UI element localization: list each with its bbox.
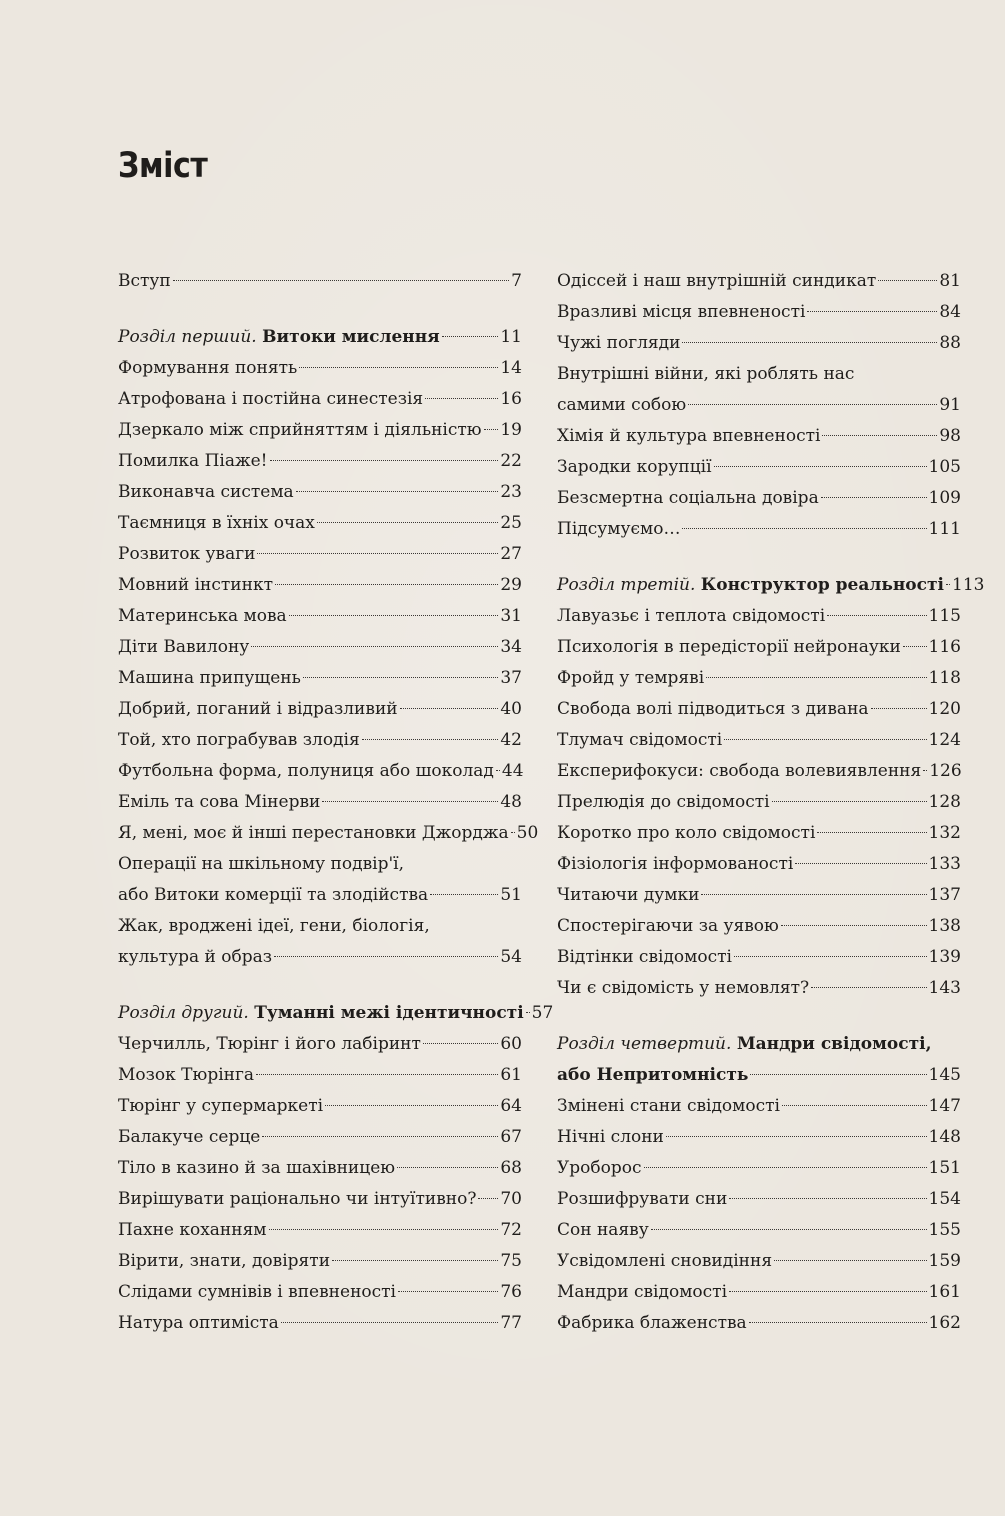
toc-entry-title: Машина припущень <box>118 668 301 688</box>
page-number: 70 <box>500 1189 522 1209</box>
dot-leader <box>688 404 937 405</box>
toc-entry <box>557 1122 961 1153</box>
dot-leader <box>903 646 927 647</box>
toc-entry <box>557 663 961 694</box>
dot-leader <box>262 1136 498 1137</box>
page-number: 84 <box>939 302 961 322</box>
toc-entry-title: Дзеркало між сприйняттям і діяльністю <box>118 420 482 440</box>
toc-entry <box>557 266 961 297</box>
toc-entry-title: Тіло в казино й за шахівницею <box>118 1158 396 1178</box>
page-number: 124 <box>928 730 961 750</box>
dot-leader <box>666 1136 927 1137</box>
toc-entry-title: Вступ <box>118 271 171 291</box>
dot-leader <box>827 615 926 616</box>
toc-entry <box>557 1277 961 1308</box>
toc-entry-title: Коротко про коло свідомості <box>557 823 816 843</box>
page-title: Зміст <box>118 146 208 186</box>
page-number: 51 <box>500 885 522 905</box>
toc-entry <box>557 756 961 787</box>
section-title: Витоки мислення <box>262 327 440 347</box>
toc-entry <box>557 328 961 359</box>
toc-entry-title: Розшифрувати сни <box>557 1189 728 1209</box>
toc-section-heading <box>118 322 522 353</box>
section-label: Розділ другий. <box>118 1003 249 1023</box>
dot-leader <box>714 466 927 467</box>
page-number: 19 <box>500 420 522 440</box>
page-number: 111 <box>928 519 961 539</box>
section-gap <box>557 1004 961 1029</box>
page-number: 25 <box>500 513 522 533</box>
toc-entry-title: Відтінки свідомості <box>557 947 732 967</box>
toc-entry-title: Той, хто пограбував злодія <box>118 730 360 750</box>
toc-entry-title: Пахне коханням <box>118 1220 267 1240</box>
toc-entry <box>118 601 522 632</box>
dot-leader <box>275 584 498 585</box>
page-number: 151 <box>928 1158 961 1178</box>
toc-entry-title <box>557 570 944 601</box>
toc-entry <box>557 694 961 725</box>
toc-entry <box>118 508 522 539</box>
toc-entry <box>557 632 961 663</box>
toc-entry-first-line: Внутрішні війни, які роблять нас <box>557 364 855 384</box>
page-number: 14 <box>500 358 522 378</box>
page-number: 116 <box>928 637 961 657</box>
toc-entry <box>557 849 961 880</box>
toc-entry <box>557 601 961 632</box>
page-number: 154 <box>928 1189 961 1209</box>
toc-entry <box>557 787 961 818</box>
toc-column-left <box>118 266 554 1339</box>
toc-entry-title: Атрофована і постійна синестезія <box>118 389 424 409</box>
toc-entry <box>118 570 522 601</box>
dot-leader <box>362 739 499 740</box>
toc-entry-title <box>118 998 524 1029</box>
dot-leader <box>774 1260 926 1261</box>
dot-leader <box>651 1229 927 1230</box>
toc-column-right <box>557 266 985 1339</box>
toc-entry <box>557 911 961 942</box>
section-title: Туманні межі ідентичності <box>254 1003 524 1023</box>
page-number: 161 <box>928 1282 961 1302</box>
section-title: Конструктор реальності <box>700 575 944 595</box>
dot-leader <box>398 1291 498 1292</box>
dot-leader <box>251 646 498 647</box>
dot-leader <box>511 832 515 833</box>
page-number: 145 <box>928 1065 961 1085</box>
dot-leader <box>317 522 498 523</box>
section-gap <box>118 973 522 998</box>
dot-leader <box>430 894 498 895</box>
page-number: 57 <box>531 1003 554 1023</box>
toc-entry <box>118 1308 522 1339</box>
dot-leader <box>822 435 937 436</box>
toc-entry <box>557 297 961 328</box>
page-number: 23 <box>500 482 522 502</box>
toc-entry-title: Фізіологія інформованості <box>557 854 794 874</box>
page-number: 22 <box>500 451 522 471</box>
toc-entry-title: Прелюдія до свідомості <box>557 792 770 812</box>
toc-entry-title <box>118 322 440 353</box>
page-number: 109 <box>928 488 961 508</box>
toc-entry <box>118 1184 522 1215</box>
toc-entry-first-line: Операції на шкільному подвір'ї, <box>118 854 404 874</box>
page-number: 60 <box>500 1034 522 1054</box>
toc-entry-title: Материнська мова <box>118 606 287 626</box>
dot-leader <box>281 1322 499 1323</box>
toc-section-heading <box>118 998 554 1029</box>
page-number: 27 <box>500 544 522 564</box>
toc-entry-title: Свобода волі підводиться з дивана <box>557 699 869 719</box>
page-number: 148 <box>928 1127 961 1147</box>
toc-entry <box>118 266 522 297</box>
toc-entry-title: Вирішувати раціонально чи інтуїтивно? <box>118 1189 477 1209</box>
toc-entry-title: Футбольна форма, полуниця або шоколад <box>118 761 494 781</box>
page-number: 75 <box>500 1251 522 1271</box>
toc-entry-title <box>557 1060 748 1091</box>
page-number: 29 <box>500 575 522 595</box>
dot-leader <box>484 429 499 430</box>
toc-entry <box>557 452 961 483</box>
toc-entry-title: культура й образ <box>118 947 273 967</box>
toc-entry-title: Добрий, поганий і відразливий <box>118 699 398 719</box>
dot-leader <box>782 1105 927 1106</box>
dot-leader <box>299 367 498 368</box>
toc-entry <box>118 632 522 663</box>
toc-entry <box>118 353 522 384</box>
toc-section-heading <box>557 1060 961 1091</box>
toc-section-first-line <box>557 1029 961 1060</box>
toc-entry-title: Фройд у темряві <box>557 668 705 688</box>
dot-leader <box>729 1291 927 1292</box>
toc-entry <box>118 1091 522 1122</box>
section-label: Розділ четвертий. <box>557 1034 732 1054</box>
dot-leader <box>682 528 926 529</box>
dot-leader <box>706 677 926 678</box>
section-gap <box>557 545 961 570</box>
page-number: 138 <box>928 916 961 936</box>
page-number: 98 <box>939 426 961 446</box>
dot-leader <box>397 1167 498 1168</box>
dot-leader <box>795 863 926 864</box>
toc-entry <box>557 483 961 514</box>
section-label: Розділ третій. <box>557 575 696 595</box>
page-number: 67 <box>500 1127 522 1147</box>
page-number: 72 <box>500 1220 522 1240</box>
toc-entry <box>118 818 539 849</box>
toc-entry <box>557 1153 961 1184</box>
toc-entry <box>557 1246 961 1277</box>
section-title: або Непритомність <box>557 1065 749 1085</box>
page-number: 44 <box>501 761 524 781</box>
toc-entry <box>557 1215 961 1246</box>
page-number: 143 <box>928 978 961 998</box>
toc-entry <box>557 880 961 911</box>
page-number: 105 <box>928 457 961 477</box>
dot-leader <box>781 925 927 926</box>
toc-entry-title: Змінені стани свідомості <box>557 1096 780 1116</box>
page-number: 40 <box>500 699 522 719</box>
toc-entry <box>557 942 961 973</box>
toc-entry <box>118 1215 522 1246</box>
page-number: 113 <box>952 575 985 595</box>
toc-entry <box>557 973 961 1004</box>
toc-entry-title: Вразливі місця впевненості <box>557 302 806 322</box>
page-number: 11 <box>500 327 522 347</box>
toc-entry-title: Чужі погляди <box>557 333 681 353</box>
toc-entry-title: Чи є свідомість у немовлят? <box>557 978 810 998</box>
toc-entry-title: самими собою <box>557 395 687 415</box>
page-number: 7 <box>511 271 522 291</box>
page-number: 64 <box>500 1096 522 1116</box>
toc-entry-title: Спостерігаючи за уявою <box>557 916 779 936</box>
toc-entry <box>118 725 522 756</box>
dot-leader <box>734 956 927 957</box>
page-number: 34 <box>500 637 522 657</box>
dot-leader <box>400 708 499 709</box>
toc-entry-title: Безсмертна соціальна довіра <box>557 488 819 508</box>
toc-entry-title: Черчилль, Тюрінг і його лабіринт <box>118 1034 421 1054</box>
page-number: 88 <box>939 333 961 353</box>
page-number: 50 <box>516 823 539 843</box>
dot-leader <box>729 1198 926 1199</box>
dot-leader <box>750 1074 926 1075</box>
toc-entry <box>118 539 522 570</box>
toc-entry <box>118 1153 522 1184</box>
page-number: 120 <box>928 699 961 719</box>
toc-entry <box>118 1060 522 1091</box>
dot-leader <box>269 1229 499 1230</box>
dot-leader <box>749 1322 927 1323</box>
dot-leader <box>724 739 926 740</box>
page-number: 42 <box>500 730 522 750</box>
page-number: 139 <box>928 947 961 967</box>
page-number: 48 <box>500 792 522 812</box>
toc-section-heading <box>557 570 985 601</box>
page-number: 37 <box>500 668 522 688</box>
dot-leader <box>257 553 498 554</box>
dot-leader <box>442 336 499 337</box>
page-number: 128 <box>928 792 961 812</box>
toc-entry <box>118 384 522 415</box>
toc-entry <box>118 1277 522 1308</box>
page-number: 118 <box>928 668 961 688</box>
toc-entry <box>557 390 961 421</box>
dot-leader <box>701 894 926 895</box>
page-number: 16 <box>500 389 522 409</box>
page-number: 162 <box>928 1313 961 1333</box>
page-number: 68 <box>500 1158 522 1178</box>
toc-entry <box>118 694 522 725</box>
toc-entry <box>118 446 522 477</box>
toc-entry-title: Розвиток уваги <box>118 544 256 564</box>
toc-entry <box>557 1308 961 1339</box>
toc-entry-title: Підсумуємо… <box>557 519 681 539</box>
dot-leader <box>946 584 950 585</box>
toc-entry-title: Уроборос <box>557 1158 642 1178</box>
dot-leader <box>682 342 937 343</box>
page-number: 133 <box>928 854 961 874</box>
dot-leader <box>296 491 499 492</box>
dot-leader <box>878 280 937 281</box>
dot-leader <box>270 460 499 461</box>
page-number: 54 <box>500 947 522 967</box>
toc-entry-title: Тлумач свідомості <box>557 730 723 750</box>
page-number: 126 <box>929 761 962 781</box>
toc-entry-title: Натура оптиміста <box>118 1313 279 1333</box>
dot-leader <box>423 1043 498 1044</box>
toc-entry <box>118 756 522 787</box>
toc-entry-title: Слідами сумнівів і впевненості <box>118 1282 396 1302</box>
dot-leader <box>274 956 498 957</box>
toc-entry-title: Тюрінг у супермаркеті <box>118 1096 324 1116</box>
toc-entry-title: Читаючи думки <box>557 885 700 905</box>
page-number: 147 <box>928 1096 961 1116</box>
dot-leader <box>256 1074 498 1075</box>
toc-entry-title: Одіссей і наш внутрішній синдикат <box>557 271 877 291</box>
toc-entry <box>118 1122 522 1153</box>
toc-entry-title: Еміль та сова Мінерви <box>118 792 321 812</box>
toc-entry-title: Експерифокуси: свобода волевиявлення <box>557 761 922 781</box>
dot-leader <box>772 801 927 802</box>
dot-leader <box>303 677 498 678</box>
dot-leader <box>871 708 927 709</box>
dot-leader <box>425 398 498 399</box>
page-number: 31 <box>500 606 522 626</box>
toc-entry-first-line: Жак, вроджені ідеї, гени, біологія, <box>118 916 430 936</box>
page-number: 132 <box>928 823 961 843</box>
toc-entry <box>118 787 522 818</box>
section-label: Розділ перший. <box>118 327 257 347</box>
toc-entry-title: Формування понять <box>118 358 298 378</box>
toc-entry-title: Балакуче серце <box>118 1127 261 1147</box>
dot-leader <box>817 832 926 833</box>
toc-entry-title: Зародки корупції <box>557 457 712 477</box>
dot-leader <box>173 280 509 281</box>
toc-entry <box>118 880 522 911</box>
dot-leader <box>496 770 500 771</box>
toc-entry-title: Хімія й культура впевненості <box>557 426 821 446</box>
page-number: 115 <box>928 606 961 626</box>
toc-entry-title: Нічні слони <box>557 1127 664 1147</box>
dot-leader <box>332 1260 498 1261</box>
page-number: 81 <box>939 271 961 291</box>
toc-entry-title: Сон наяву <box>557 1220 649 1240</box>
toc-entry-title: Мовний інстинкт <box>118 575 273 595</box>
section-gap <box>118 297 522 322</box>
toc-entry <box>118 942 522 973</box>
dot-leader <box>644 1167 927 1168</box>
toc-entry-title: Я, мені, моє й інші перестановки Джорджа <box>118 823 509 843</box>
toc-entry-title: Лавуазьє і теплота свідомості <box>557 606 826 626</box>
dot-leader <box>322 801 498 802</box>
toc-entry <box>118 1029 522 1060</box>
toc-entry <box>557 514 961 545</box>
toc-entry-title: Мандри свідомості <box>557 1282 728 1302</box>
dot-leader <box>923 770 927 771</box>
toc-entry-title: Вірити, знати, довіряти <box>118 1251 331 1271</box>
toc-entry <box>557 725 961 756</box>
toc-entry-title: Мозок Тюрінга <box>118 1065 255 1085</box>
page-number: 159 <box>928 1251 961 1271</box>
toc-entry <box>557 1184 961 1215</box>
page-number: 77 <box>500 1313 522 1333</box>
dot-leader <box>325 1105 498 1106</box>
toc-entry <box>118 477 522 508</box>
page-number: 91 <box>939 395 961 415</box>
page-number: 61 <box>500 1065 522 1085</box>
toc-entry <box>557 1091 961 1122</box>
page-number: 76 <box>500 1282 522 1302</box>
dot-leader <box>811 987 926 988</box>
dot-leader <box>526 1012 530 1013</box>
dot-leader <box>478 1198 498 1199</box>
toc-entry-title: Помилка Піаже! <box>118 451 268 471</box>
toc-entry <box>118 1246 522 1277</box>
toc-entry <box>557 818 961 849</box>
toc-entry-title: Виконавча система <box>118 482 294 502</box>
toc-entry <box>118 663 522 694</box>
toc-entry-title: Діти Вавилону <box>118 637 250 657</box>
page-number: 155 <box>928 1220 961 1240</box>
dot-leader <box>289 615 499 616</box>
toc-entry-title: Психологія в передісторії нейронауки <box>557 637 901 657</box>
dot-leader <box>821 497 927 498</box>
toc-entry-title: Фабрика блаженства <box>557 1313 747 1333</box>
toc-entry <box>557 421 961 452</box>
toc-entry-title: Усвідомлені сновидіння <box>557 1251 773 1271</box>
section-title-first-line: Мандри свідомості, <box>736 1034 932 1054</box>
toc-entry-title: Таємниця в їхніх очах <box>118 513 315 533</box>
page-number: 137 <box>928 885 961 905</box>
toc-entry-title: або Витоки комерції та злодійства <box>118 885 429 905</box>
dot-leader <box>807 311 937 312</box>
toc-entry <box>118 415 522 446</box>
